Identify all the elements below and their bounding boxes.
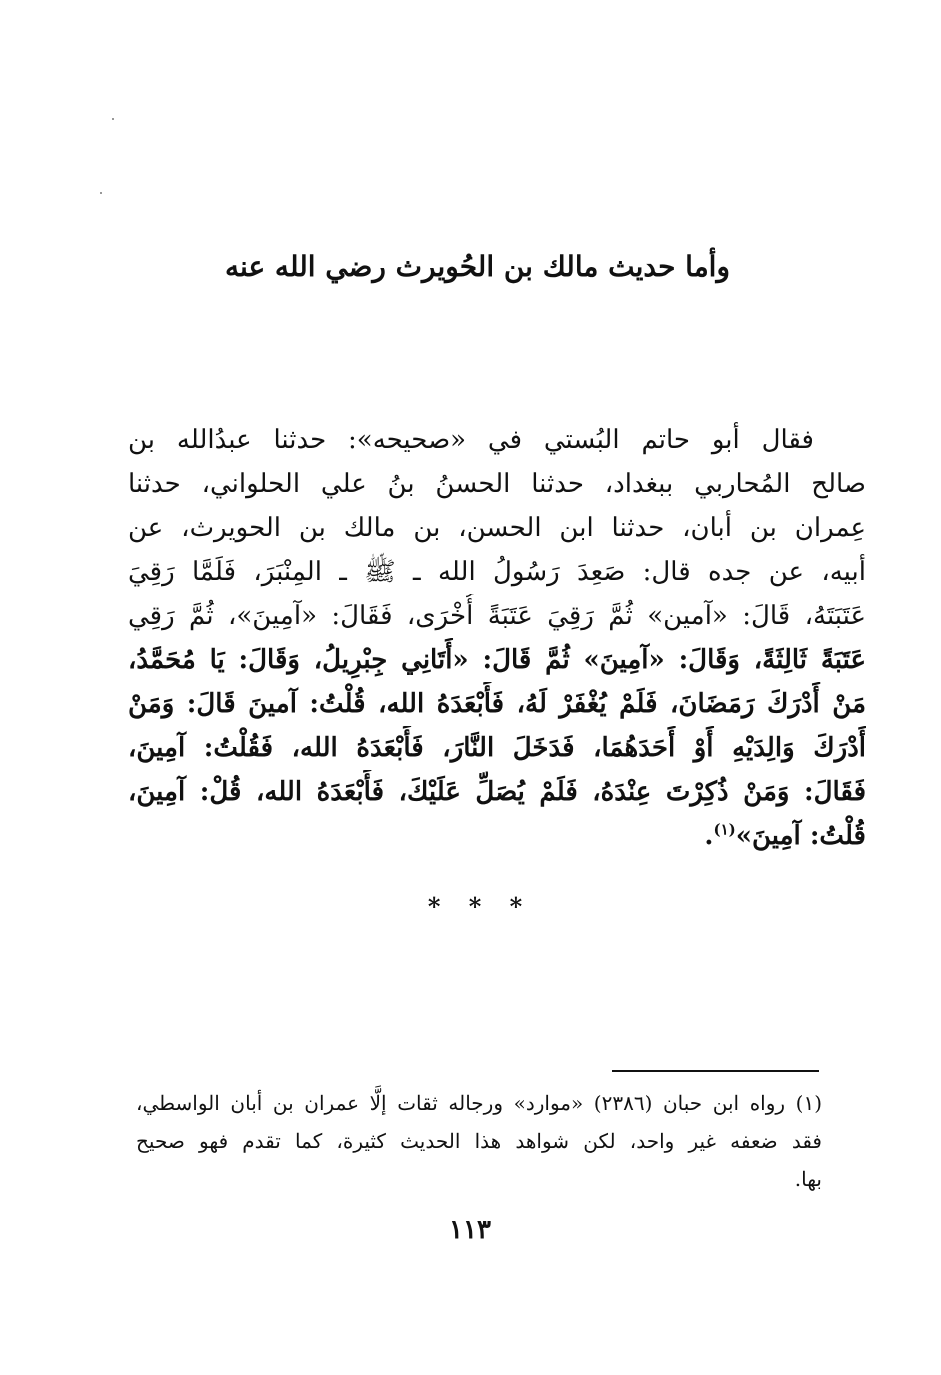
body-line: فقال أبو حاتم البُستي في «صحيحه»: حدثنا عبدُالله بن xyxy=(128,425,814,455)
footnote-line: فقد ضعفه غير واحد، لكن شواهد هذا الحديث كثيرة، كما تقدم فهو صحيح xyxy=(136,1129,822,1153)
body-line: عَتَبَةً ثَالِثَةً، وَقَالَ: «آمِينَ» ثُمَّ قَالَ: «أَتَانِي جِبْرِيلُ، وَقَالَ: يَا مُحَمَّدُ، xyxy=(128,645,866,675)
body-line-text: قُلْتُ: آمِينَ» xyxy=(735,821,866,851)
footnote-line: (١) رواه ابن حبان (٢٣٨٦) «موارد» ورجاله ثقات إلَّا عمران بن أبان الواسطي، xyxy=(136,1091,822,1115)
body-line: فَقَالَ: وَمَنْ ذُكِرْتَ عِنْدَهُ، فَلَمْ يُصَلِّ عَلَيْكَ، فَأَبْعَدَهُ الله، قُلْ: آمِينَ، xyxy=(128,777,866,807)
body-line: صالح المُحاربي ببغداد، حدثنا الحسنُ بنُ علي الحلواني، حدثنا xyxy=(128,469,866,499)
body-line-last xyxy=(128,814,866,858)
footnote-rule xyxy=(612,1070,819,1072)
page-number: ١١٣ xyxy=(449,1215,491,1245)
footnote-reference: (١) xyxy=(713,820,736,839)
body-line: عَتَبَتَهُ، قَالَ: «آمين» ثُمَّ رَقِيَ عَتَبَةً أُخْرَى، فَقَالَ: «آمِينَ»، ثُمَّ رَقِي xyxy=(128,601,866,631)
body-line: أبيه، عن جده قال: صَعِدَ رَسُولُ الله ـ ﷺ ـ المِنْبَرَ، فَلَمَّا رَقِيَ xyxy=(128,557,866,587)
section-separator: * * * xyxy=(427,892,533,921)
body-line: عِمران بن أبان، حدثنا ابن الحسن، بن مالك بن الحويرث، عن xyxy=(128,513,866,543)
scan-speck xyxy=(100,192,102,194)
body-line: مَنْ أَدْرَكَ رَمَضَانَ، فَلَمْ يُغْفَرْ لَهُ، فَأَبْعَدَهُ الله، قُلْتُ: آمينَ قَالَ: وَمَنْ xyxy=(128,689,866,719)
footnote-line: بها. xyxy=(794,1167,822,1191)
body-line: أَدْرَكَ وَالِدَيْهِ أَوْ أَحَدَهُمَا، فَدَخَلَ النَّارَ، فَأَبْعَدَهُ الله، فَقُلْتُ: آمِينَ، xyxy=(128,733,866,763)
closing-period: . xyxy=(704,821,714,851)
section-heading: وأما حديث مالك بن الحُويرث رضي الله عنه xyxy=(225,250,730,283)
footnote xyxy=(136,1084,822,1198)
body-paragraph xyxy=(128,418,866,858)
scan-speck xyxy=(112,118,114,120)
